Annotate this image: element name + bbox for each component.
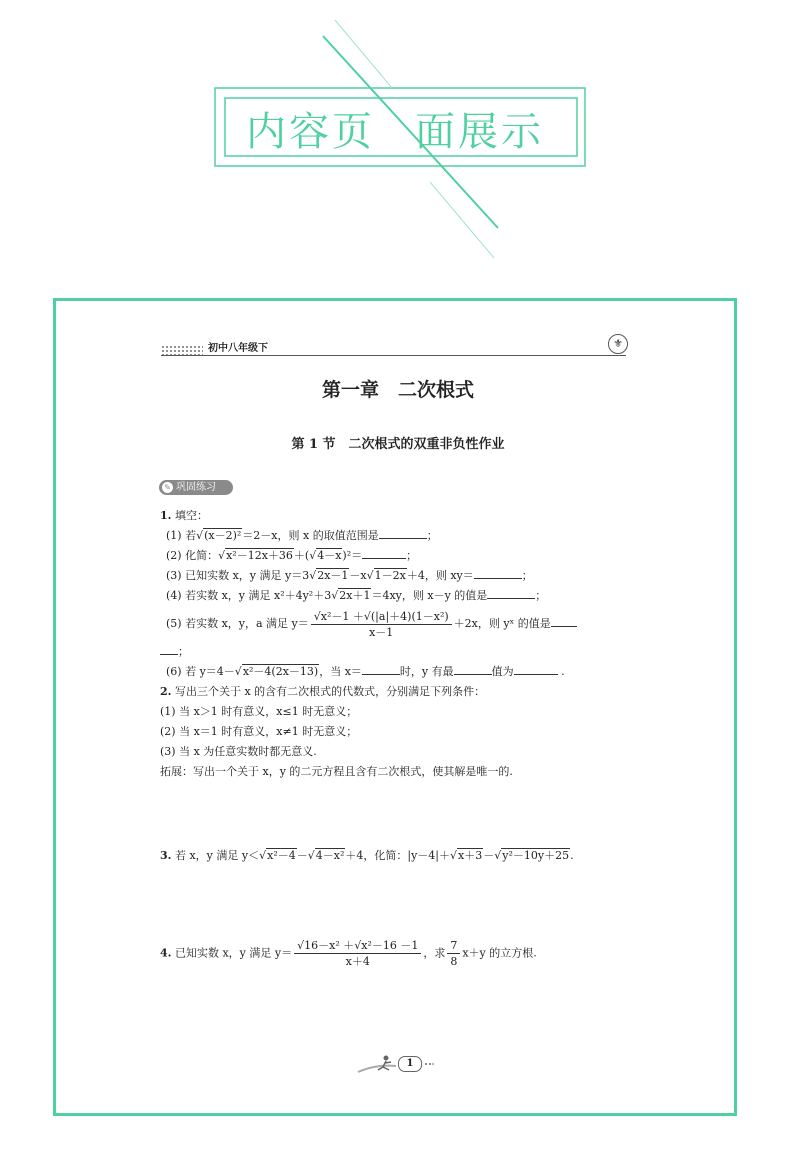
- q4: 4. 已知实数 x，y 满足 y＝ $\frac{\text{√16－x² ＋√x²－16 －1}}{x+4}$ ，求 $\frac{7}{8}$ x＋y 的立方根.: [160, 939, 537, 968]
- q2-cond1: (1) 当 x＞1 时有意义，x≤1 时无意义；: [160, 705, 358, 718]
- page-number: 1: [398, 1056, 422, 1072]
- school-seal-icon: ⚜: [608, 334, 628, 354]
- practice-badge-label: 巩固练习: [176, 482, 216, 493]
- answer-blank[interactable]: [160, 642, 178, 655]
- q2-heading: 2. 写出三个关于 x 的含有二次根式的代数式，分别满足下列条件：: [160, 685, 486, 698]
- banner-title-part1: 内容页: [246, 109, 375, 155]
- running-head: [161, 342, 626, 356]
- answer-blank[interactable]: [362, 546, 406, 559]
- section-title: 第 1 节 二次根式的双重非负性作业: [291, 437, 505, 452]
- fraction: $\frac{\text{√16－x² ＋√x²－16 －1}}{x+4}$: [294, 938, 421, 969]
- banner-title-part2: 面展示: [415, 109, 544, 155]
- practice-icon: ✎: [162, 482, 173, 493]
- q2-cond3: (3) 当 x 为任意实数时都无意义.: [160, 745, 317, 758]
- q3: 3. 若 x，y 满足 y＜√x²－4－√4－x²＋4，化简：|y－4|＋√x＋3－√y²－10y＋25.: [160, 849, 574, 862]
- q1-part2: (2) 化简：√x²－12x＋36＋(√4－x)²＝ ；: [160, 546, 640, 566]
- answer-blank[interactable]: [379, 526, 427, 539]
- question-body: [160, 506, 640, 782]
- banner-title: [0, 100, 790, 157]
- page-footer: [356, 1052, 446, 1076]
- q1-part3: (3) 已知实数 x，y 满足 y＝3√2x－1－x√1－2x＋4，则 xy＝ ；: [160, 566, 640, 586]
- answer-blank[interactable]: [454, 662, 492, 675]
- q1-part4: (4) 若实数 x，y 满足 x²＋4y²＋3√2x＋1＝4xy，则 x－y 的值是 ；: [160, 586, 640, 606]
- q1-heading: 1. 填空：: [160, 509, 208, 522]
- chapter-title: 第一章 二次根式: [321, 379, 474, 401]
- answer-blank[interactable]: [474, 566, 522, 579]
- q1-part1: (1) 若√(x－2)²＝2－x，则 x 的取值范围是 ；: [160, 526, 640, 546]
- q1-part5: (5) 若实数 x，y，a 满足 y＝ $\frac{\text{√x²－1 ＋√(|a|＋4)(1－x²)}}{x-1}$ ＋2x，则 yˣ 的值是: [160, 606, 640, 642]
- q1-part6: (6) 若 y＝4－√x²－4(2x－13)，当 x＝ 时，y 有最 值为 .: [160, 662, 640, 682]
- q2-extension: 拓展：写出一个关于 x，y 的二元方程且含有二次根式，使其解是唯一的.: [160, 765, 513, 778]
- dotted-ornament: [161, 345, 203, 355]
- fraction: $\frac{\text{√x²－1 ＋√(|a|＋4)(1－x²)}}{x-1}$: [311, 609, 452, 640]
- practice-badge: [159, 480, 233, 495]
- page-preview-frame: [53, 298, 737, 1116]
- answer-blank[interactable]: [362, 662, 400, 675]
- q2-cond2: (2) 当 x＝1 时有意义，x≠1 时无意义；: [160, 725, 358, 738]
- q1-part5-cont: ；: [160, 642, 640, 662]
- answer-blank[interactable]: [514, 662, 558, 675]
- fraction: $\frac{7}{8}$: [447, 938, 460, 969]
- banner: [0, 0, 790, 280]
- answer-blank[interactable]: [551, 614, 577, 627]
- running-head-text: 初中八年级下: [208, 343, 268, 354]
- answer-blank[interactable]: [487, 586, 535, 599]
